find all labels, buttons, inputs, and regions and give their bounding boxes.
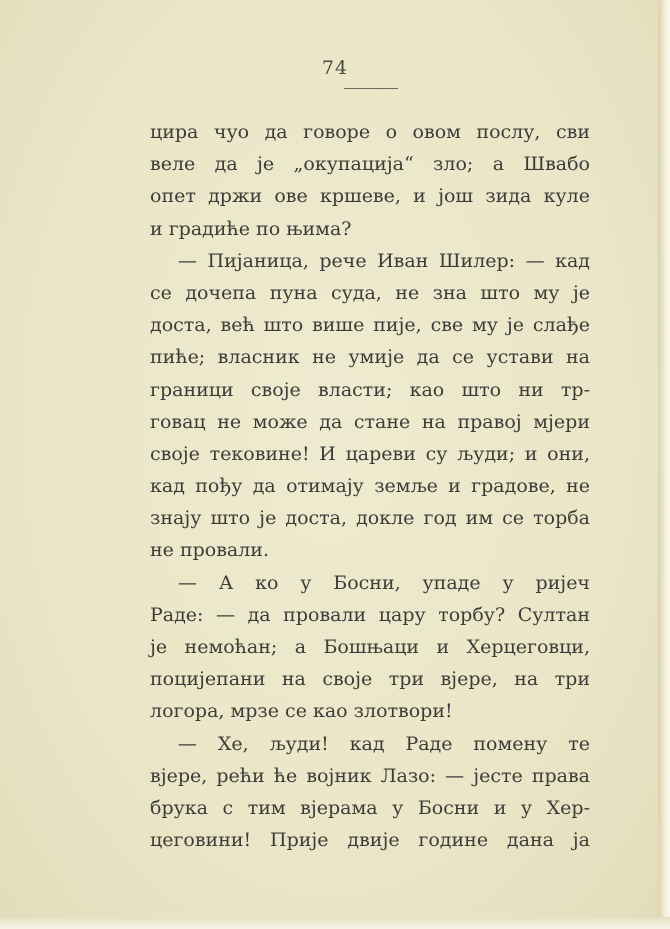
text-line: и градиће по њима? [150,217,352,240]
text-line: је немоћан; а Бошњаци и Херцеговци, [150,636,590,658]
text-line: граници своје власти; као што ни тр- [150,378,590,401]
body-text [150,116,590,856]
text-line: пиће; власник не умије да се устави на [150,346,590,369]
text-line: — Хе, људи! кад Раде помену те [178,732,590,755]
page-edge [658,0,670,929]
text-line: веле да је „окупација“ зло; а Швабо [150,153,590,176]
text-line: своје тековине! И цареви су људи; и они, [150,442,590,465]
text-line: Раде: — да провали цару торбу? Султан [150,603,590,626]
text-line: вјере, рећи ће војник Лазо: — јесте права [150,764,590,787]
text-line: доста, већ што више пије, све му је слађе [150,314,590,337]
text-line: знају што је доста, докле год им се торба [150,507,590,530]
text-line: говац не може да стане на правој мјери [150,410,590,433]
text-line: цеговини! Прије двије године дана ја [150,829,590,852]
text-line: цира чуо да говоре о овом послу, сви [150,121,590,143]
text-line: не провали. [150,539,270,562]
text-line: — А ко у Босни, упаде у ријеч [178,571,590,594]
page-number: 74 [321,57,349,79]
text-line: брука с тим вјерама у Босни и у Хер- [150,796,590,819]
text-line: опет држи ове кршеве, и још зида куле [150,185,590,208]
text-line: поцијепани на своје три вјере, на три [150,668,590,691]
text-line: — Пијаница, рече Иван Шилер: — кад [178,249,590,272]
text-line: се дочепа пуна суда, не зна што му је [150,281,590,304]
page-number-rule [344,88,398,89]
text-line: кад пођу да отимају земље и градове, не [150,475,590,498]
page-edge-bottom [0,917,670,929]
text-line: логора, мрзе се као злотвори! [150,700,453,723]
